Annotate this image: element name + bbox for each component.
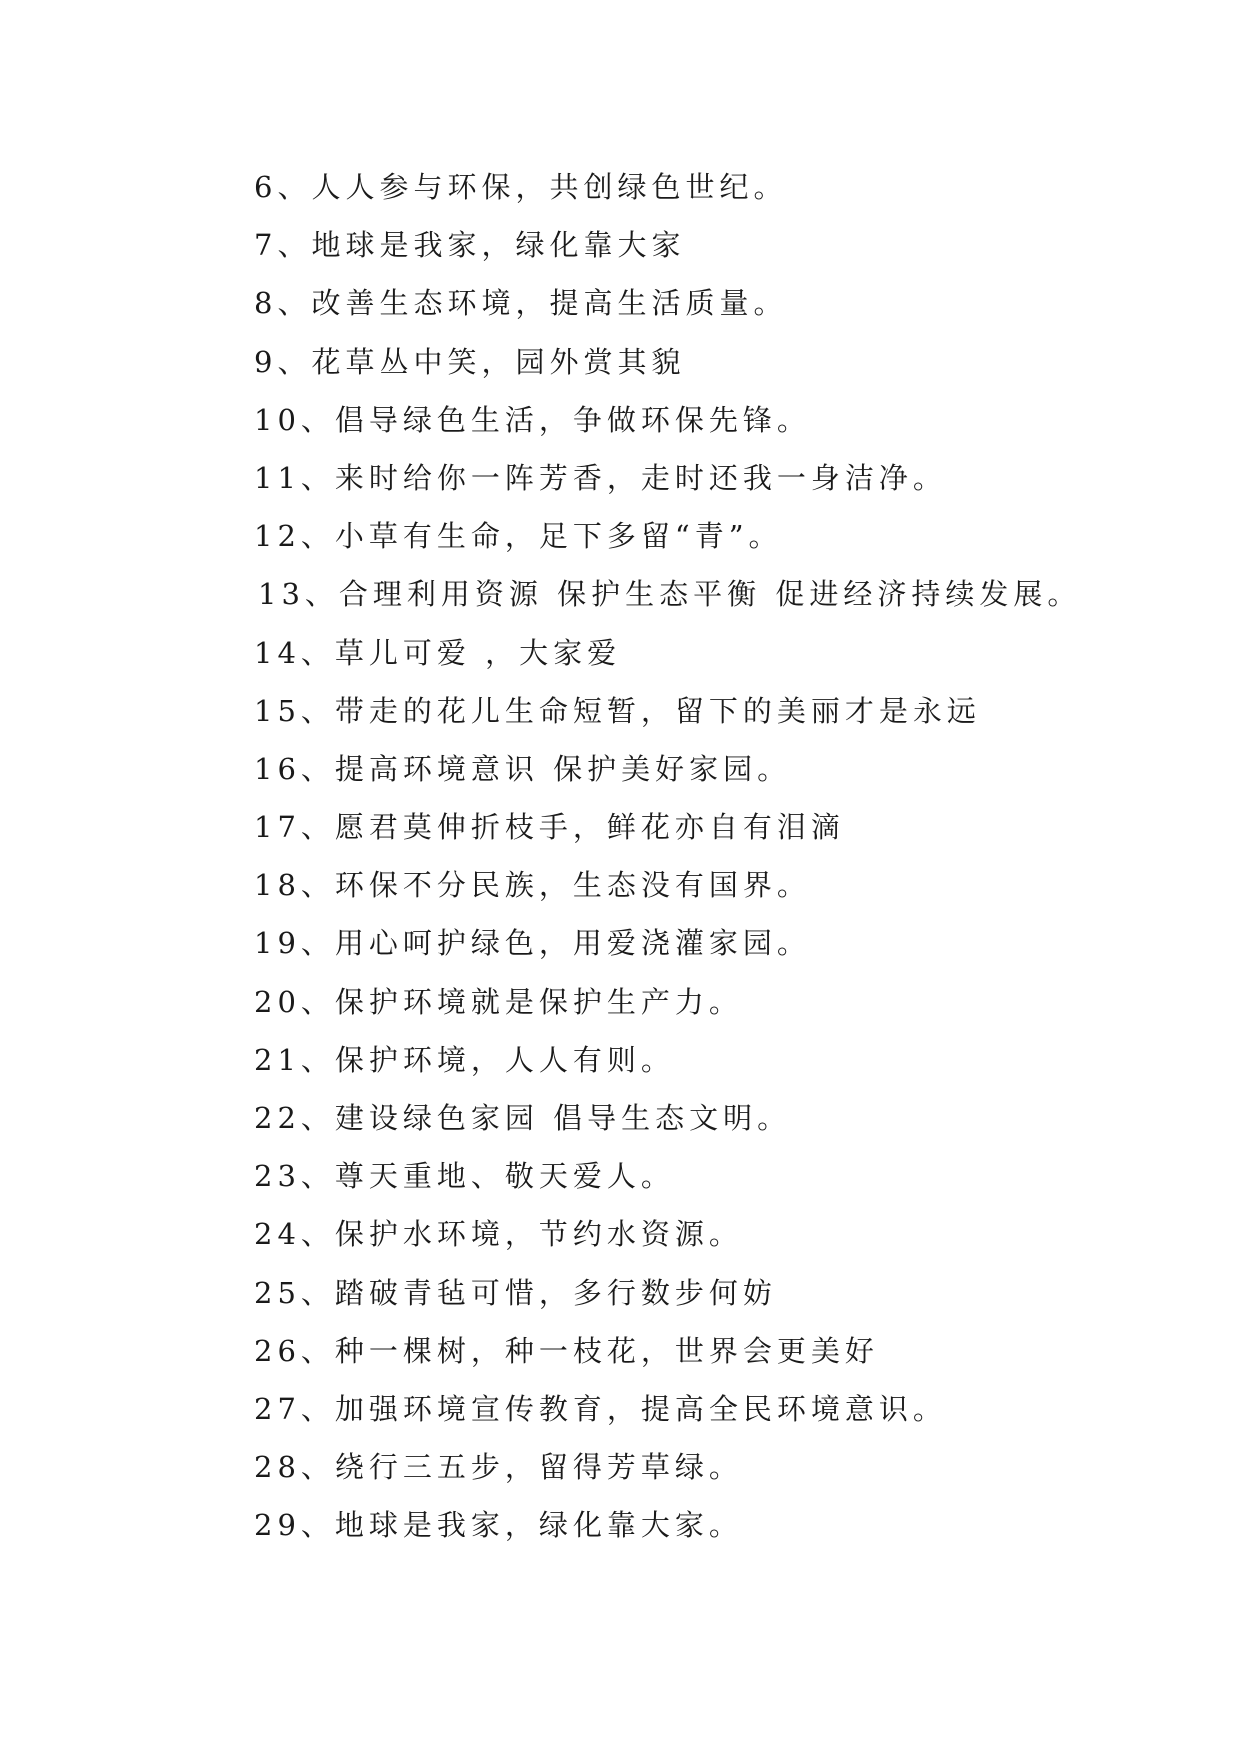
slogan-line-11: 11、来时给你一阵芳香，走时还我一身洁净。 (254, 460, 947, 495)
slogan-line-13: 13、合理利用资源 保护生态平衡 促进经济持续发展。 (258, 577, 1082, 612)
slogan-line-24: 24、保护水环境，节约水资源。 (254, 1217, 743, 1252)
slogan-list (254, 158, 1081, 1555)
slogan-line-28: 28、绕行三五步，留得芳草绿。 (254, 1450, 743, 1485)
slogan-line-29: 29、地球是我家，绿化靠大家。 (254, 1508, 743, 1543)
slogan-line-9: 9、花草丛中笑，园外赏其貌 (254, 344, 686, 379)
slogan-line-18: 18、环保不分民族，生态没有国界。 (254, 868, 811, 903)
slogan-line-23: 23、尊天重地、敬天爱人。 (254, 1159, 675, 1194)
slogan-line-21: 21、保护环境，人人有则。 (254, 1042, 675, 1077)
slogan-line-27: 27、加强环境宣传教育，提高全民环境意识。 (254, 1391, 947, 1426)
slogan-line-14: 14、草儿可爱 ，大家爱 (254, 635, 622, 670)
slogan-line-6: 6、人人参与环保，共创绿色世纪。 (254, 170, 788, 204)
slogan-line-15: 15、带走的花儿生命短暂，留下的美丽才是永远 (254, 693, 981, 728)
slogan-line-8: 8、改善生态环境，提高生活质量。 (254, 286, 788, 321)
slogan-line-20: 20、保护环境就是保护生产力。 (254, 984, 743, 1019)
slogan-line-17: 17、愿君莫伸折枝手，鲜花亦自有泪滴 (254, 810, 845, 845)
slogan-line-19: 19、用心呵护绿色，用爱浇灌家园。 (254, 926, 811, 961)
slogan-line-25: 25、踏破青毡可惜，多行数步何妨 (254, 1275, 777, 1310)
slogan-line-26: 26、种一棵树，种一枝花，世界会更美好 (254, 1333, 879, 1368)
slogan-line-22: 22、建设绿色家园 倡导生态文明。 (254, 1101, 792, 1135)
slogan-line-7: 7、地球是我家，绿化靠大家 (254, 228, 686, 263)
slogan-line-16: 16、提高环境意识 保护美好家园。 (254, 751, 792, 786)
slogan-line-12: 12、小草有生命，足下多留“青”。 (254, 519, 783, 554)
slogan-line-10: 10、倡导绿色生活，争做环保先锋。 (254, 402, 811, 437)
